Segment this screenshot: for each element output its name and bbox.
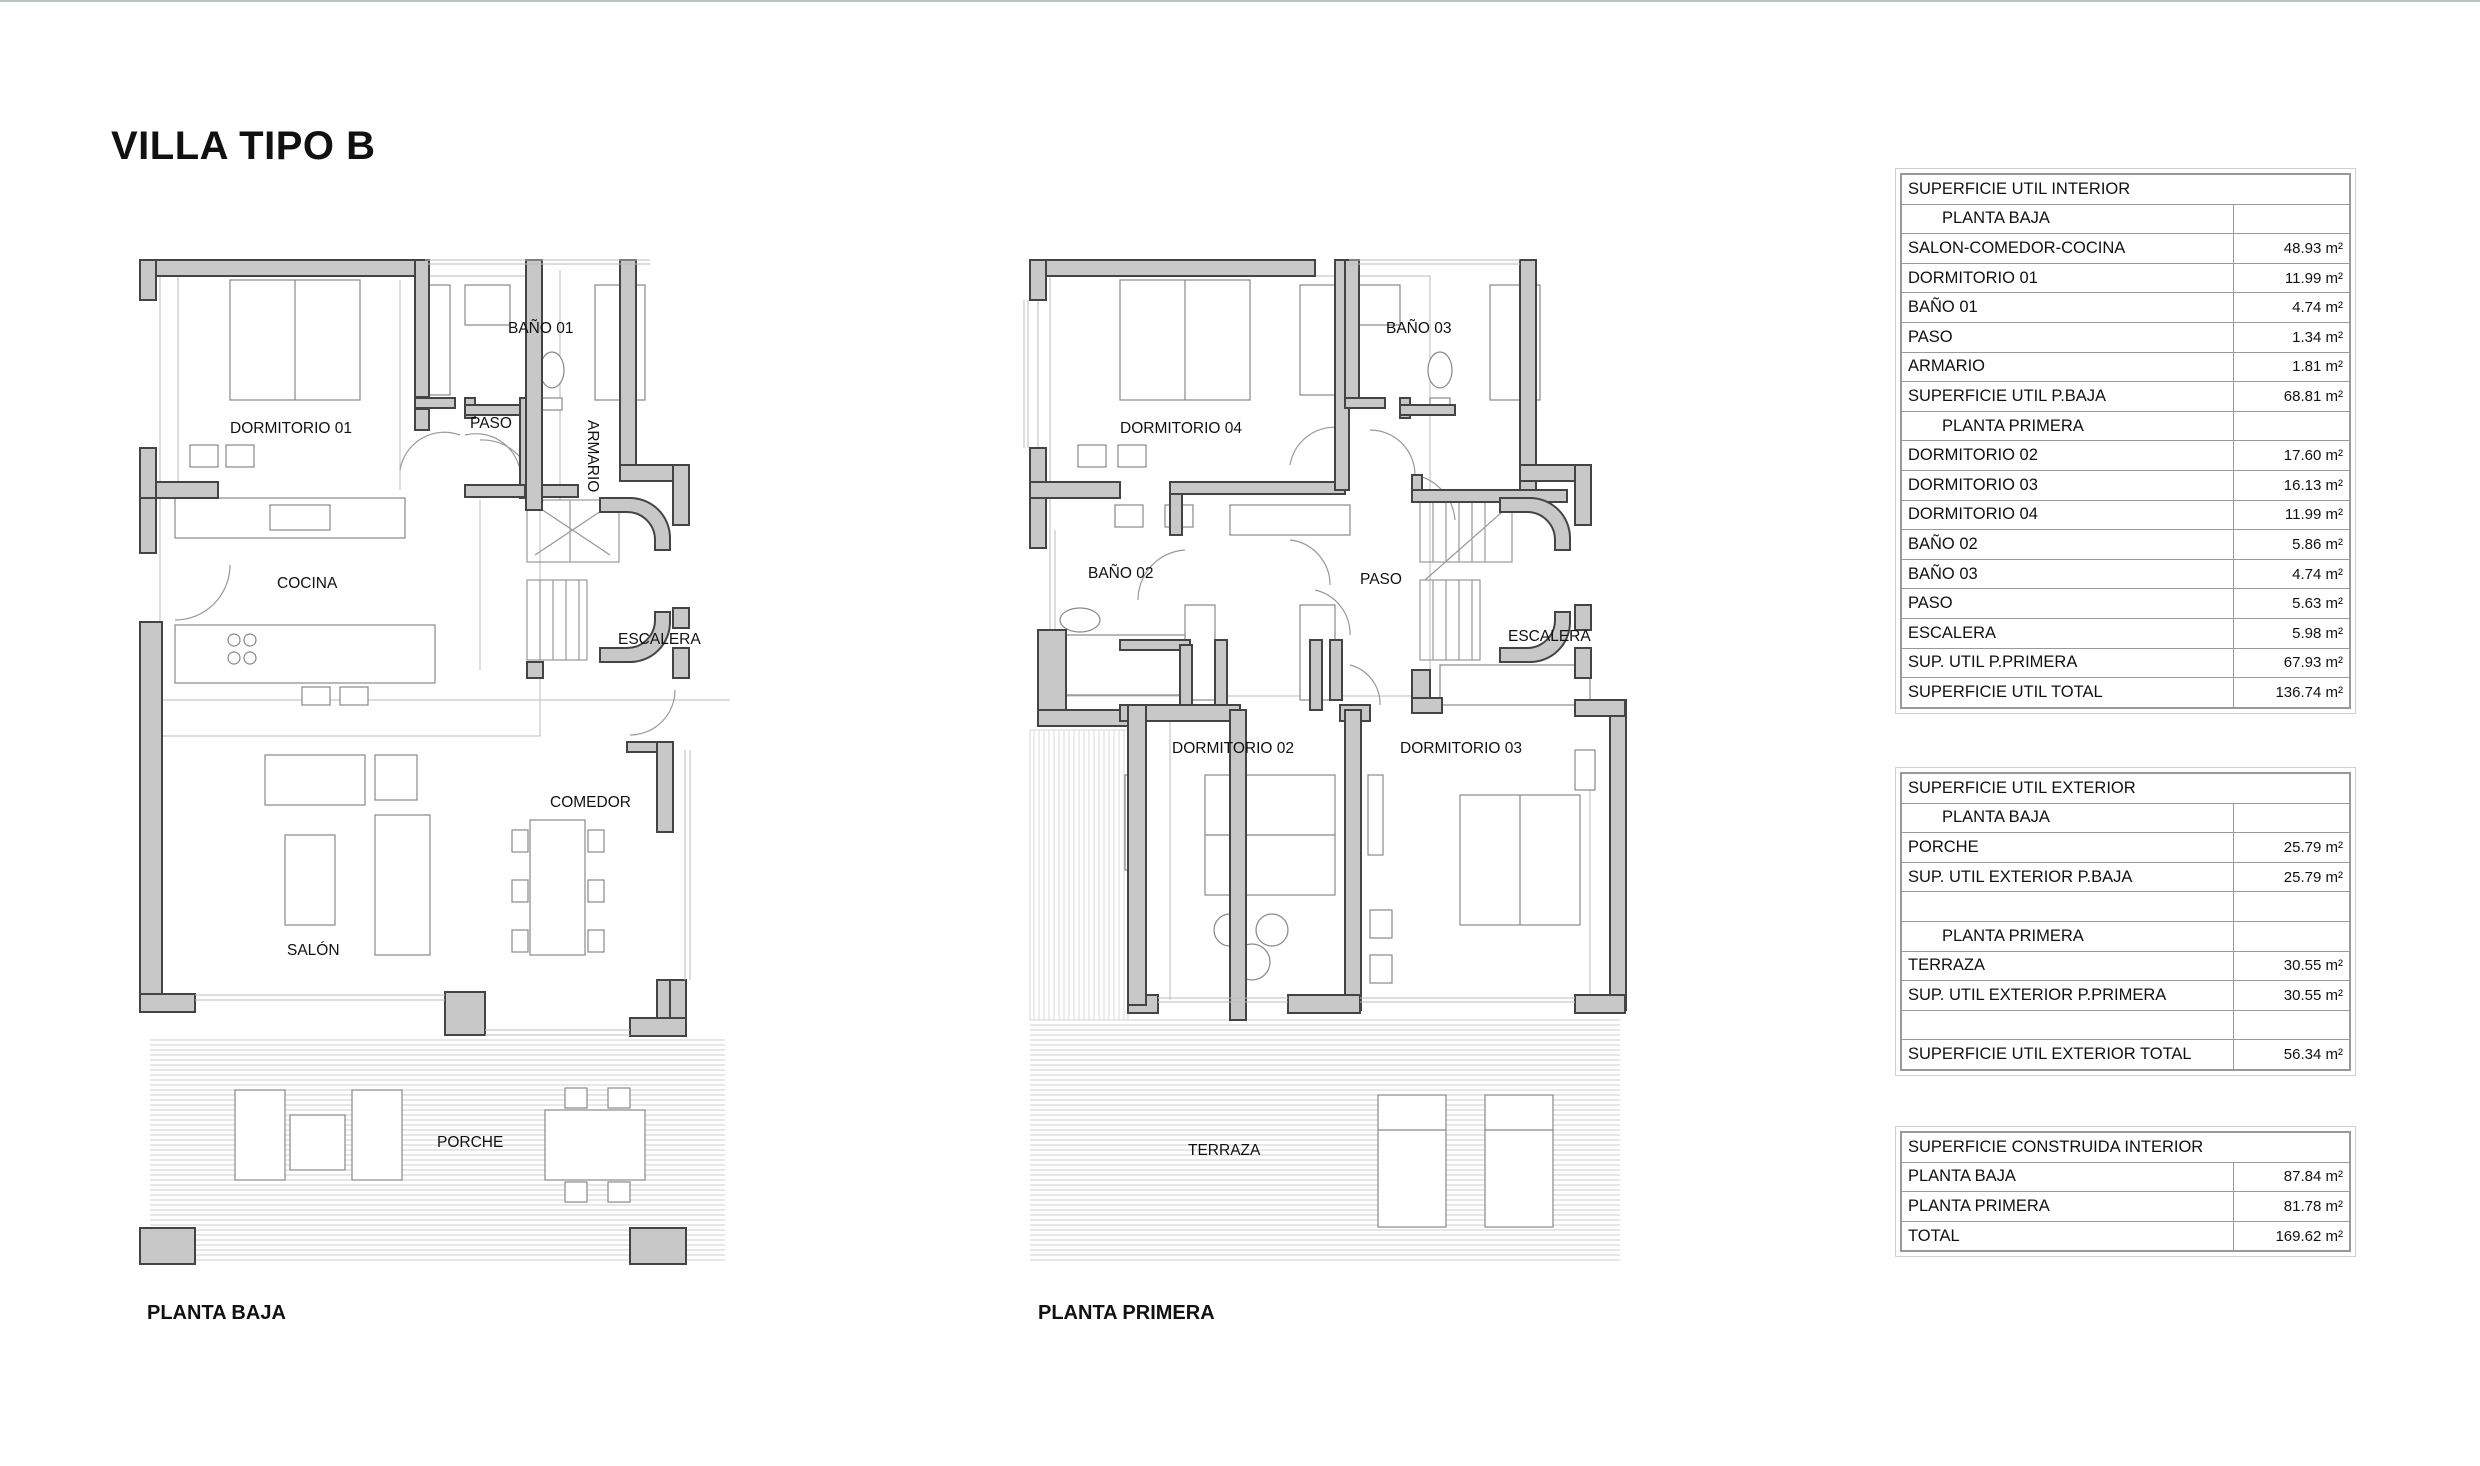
row-label: DORMITORIO 03 [1902, 470, 2234, 500]
row-label: SUPERFICIE UTIL EXTERIOR TOTAL [1902, 1040, 2234, 1070]
table-row [1902, 1162, 2350, 1192]
row-label: BAÑO 02 [1902, 530, 2234, 560]
table-row [1902, 411, 2350, 441]
bano-03-fixtures [1355, 285, 1540, 410]
table-header: SUPERFICIE UTIL INTERIOR [1902, 175, 2350, 205]
table-row [1902, 1221, 2350, 1251]
row-value [2234, 892, 2350, 922]
row-label: ARMARIO [1902, 352, 2234, 382]
first-floor-drawing [1020, 250, 1680, 1280]
row-value: 25.79 m² [2234, 862, 2350, 892]
row-label: DORMITORIO 01 [1902, 263, 2234, 293]
table-row [1902, 234, 2350, 264]
room-label-bano-01: BAÑO 01 [508, 320, 574, 337]
table-row [1902, 892, 2350, 922]
row-label: PLANTA BAJA [1902, 204, 2234, 234]
table-row [1902, 1010, 2350, 1040]
row-value: 16.13 m² [2234, 470, 2350, 500]
table-row [1902, 441, 2350, 471]
room-label-bano-02: BAÑO 02 [1088, 565, 1154, 582]
table-row [1902, 293, 2350, 323]
row-value [2234, 1010, 2350, 1040]
row-label: PORCHE [1902, 833, 2234, 863]
table-row [1902, 648, 2350, 678]
row-label: PLANTA BAJA [1902, 803, 2234, 833]
row-value [2234, 803, 2350, 833]
row-label [1902, 892, 2234, 922]
row-label: SUP. UTIL P.PRIMERA [1902, 648, 2234, 678]
row-value: 5.98 m² [2234, 618, 2350, 648]
row-value: 56.34 m² [2234, 1040, 2350, 1070]
plan-label-planta-baja: PLANTA BAJA [147, 1302, 286, 1324]
row-value: 30.55 m² [2234, 981, 2350, 1011]
row-value [2234, 921, 2350, 951]
row-value: 1.81 m² [2234, 352, 2350, 382]
row-value: 11.99 m² [2234, 500, 2350, 530]
living-furniture [265, 755, 604, 955]
table-superficie-construida [1900, 1131, 2351, 1252]
row-value: 68.81 m² [2234, 382, 2350, 412]
row-value: 17.60 m² [2234, 441, 2350, 471]
row-label: TOTAL [1902, 1221, 2234, 1251]
table-row [1902, 951, 2350, 981]
wardrobe-paso [1230, 505, 1350, 535]
stairs-first [1420, 500, 1512, 660]
row-label: DORMITORIO 04 [1902, 500, 2234, 530]
row-value [2234, 411, 2350, 441]
row-label: PLANTA PRIMERA [1902, 411, 2234, 441]
table-superficie-util-exterior [1900, 772, 2351, 1071]
table-row [1902, 981, 2350, 1011]
row-label: PLANTA PRIMERA [1902, 1192, 2234, 1222]
row-value: 87.84 m² [2234, 1162, 2350, 1192]
row-label: ESCALERA [1902, 618, 2234, 648]
row-label: SUPERFICIE UTIL P.BAJA [1902, 382, 2234, 412]
table-row [1902, 500, 2350, 530]
table-row [1902, 678, 2350, 708]
table-row [1902, 470, 2350, 500]
row-label: SUP. UTIL EXTERIOR P.BAJA [1902, 862, 2234, 892]
row-value: 81.78 m² [2234, 1192, 2350, 1222]
table-header: SUPERFICIE UTIL EXTERIOR [1902, 774, 2350, 804]
room-label-dormitorio-03: DORMITORIO 03 [1400, 740, 1523, 757]
row-value: 4.74 m² [2234, 559, 2350, 589]
room-label-terraza: TERRAZA [1188, 1142, 1261, 1159]
row-value: 5.86 m² [2234, 530, 2350, 560]
table-row [1902, 204, 2350, 234]
room-label-cocina: COCINA [277, 575, 338, 592]
stairs-ground [527, 500, 619, 660]
row-value: 30.55 m² [2234, 951, 2350, 981]
row-value [2234, 204, 2350, 234]
table-header: SUPERFICIE CONSTRUIDA INTERIOR [1902, 1133, 2350, 1163]
table-superficie-util-interior [1900, 173, 2351, 709]
plan-label-planta-primera: PLANTA PRIMERA [1038, 1302, 1215, 1324]
table-row [1902, 803, 2350, 833]
wardrobe-dorm-04 [1300, 285, 1338, 395]
room-label-escalera-first: ESCALERA [1508, 628, 1591, 645]
top-rule [0, 0, 2480, 2]
table-row [1902, 382, 2350, 412]
room-label-comedor: COMEDOR [550, 794, 631, 811]
room-label-porche: PORCHE [437, 1134, 504, 1151]
table-row [1902, 1040, 2350, 1070]
room-label-armario: ARMARIO [584, 420, 601, 493]
kitchen-counter [175, 498, 435, 705]
bed-dormitorio-03 [1460, 750, 1595, 925]
room-label-paso-first: PASO [1360, 571, 1402, 588]
table-row [1902, 559, 2350, 589]
table-row [1902, 589, 2350, 619]
row-value: 48.93 m² [2234, 234, 2350, 264]
row-value: 5.63 m² [2234, 589, 2350, 619]
room-label-bano-03: BAÑO 03 [1386, 320, 1452, 337]
row-label: SUP. UTIL EXTERIOR P.PRIMERA [1902, 981, 2234, 1011]
page-title: VILLA TIPO B [111, 124, 376, 168]
row-label: PASO [1902, 322, 2234, 352]
table-row [1902, 530, 2350, 560]
first-floor-plan [1020, 250, 1680, 1280]
ground-floor-drawing [130, 250, 770, 1280]
room-label-escalera: ESCALERA [618, 631, 701, 648]
row-label: SUPERFICIE UTIL TOTAL [1902, 678, 2234, 708]
row-value: 1.34 m² [2234, 322, 2350, 352]
bano-01-fixtures [465, 285, 645, 410]
row-label: TERRAZA [1902, 951, 2234, 981]
table-row [1902, 263, 2350, 293]
row-label: BAÑO 03 [1902, 559, 2234, 589]
bed-dormitorio-01 [190, 280, 360, 467]
row-label: PLANTA PRIMERA [1902, 921, 2234, 951]
row-label: PLANTA BAJA [1902, 1162, 2234, 1192]
row-label: BAÑO 01 [1902, 293, 2234, 323]
bed-dormitorio-04 [1078, 280, 1250, 467]
room-label-dormitorio-01: DORMITORIO 01 [230, 420, 353, 437]
room-label-dormitorio-02: DORMITORIO 02 [1172, 740, 1295, 757]
table-row [1902, 352, 2350, 382]
table-row [1902, 862, 2350, 892]
row-value: 4.74 m² [2234, 293, 2350, 323]
ground-floor-plan [130, 250, 770, 1280]
table-row [1902, 618, 2350, 648]
table-row [1902, 833, 2350, 863]
row-label [1902, 1010, 2234, 1040]
row-label: DORMITORIO 02 [1902, 441, 2234, 471]
row-value: 169.62 m² [2234, 1221, 2350, 1251]
room-label-salon: SALÓN [287, 942, 340, 959]
room-label-paso: PASO [470, 415, 512, 432]
row-label: SALON-COMEDOR-COCINA [1902, 234, 2234, 264]
table-row [1902, 322, 2350, 352]
table-row [1902, 921, 2350, 951]
row-label: PASO [1902, 589, 2234, 619]
table-row [1902, 1192, 2350, 1222]
row-value: 25.79 m² [2234, 833, 2350, 863]
row-value: 136.74 m² [2234, 678, 2350, 708]
room-label-dormitorio-04: DORMITORIO 04 [1120, 420, 1243, 437]
row-value: 67.93 m² [2234, 648, 2350, 678]
row-value: 11.99 m² [2234, 263, 2350, 293]
